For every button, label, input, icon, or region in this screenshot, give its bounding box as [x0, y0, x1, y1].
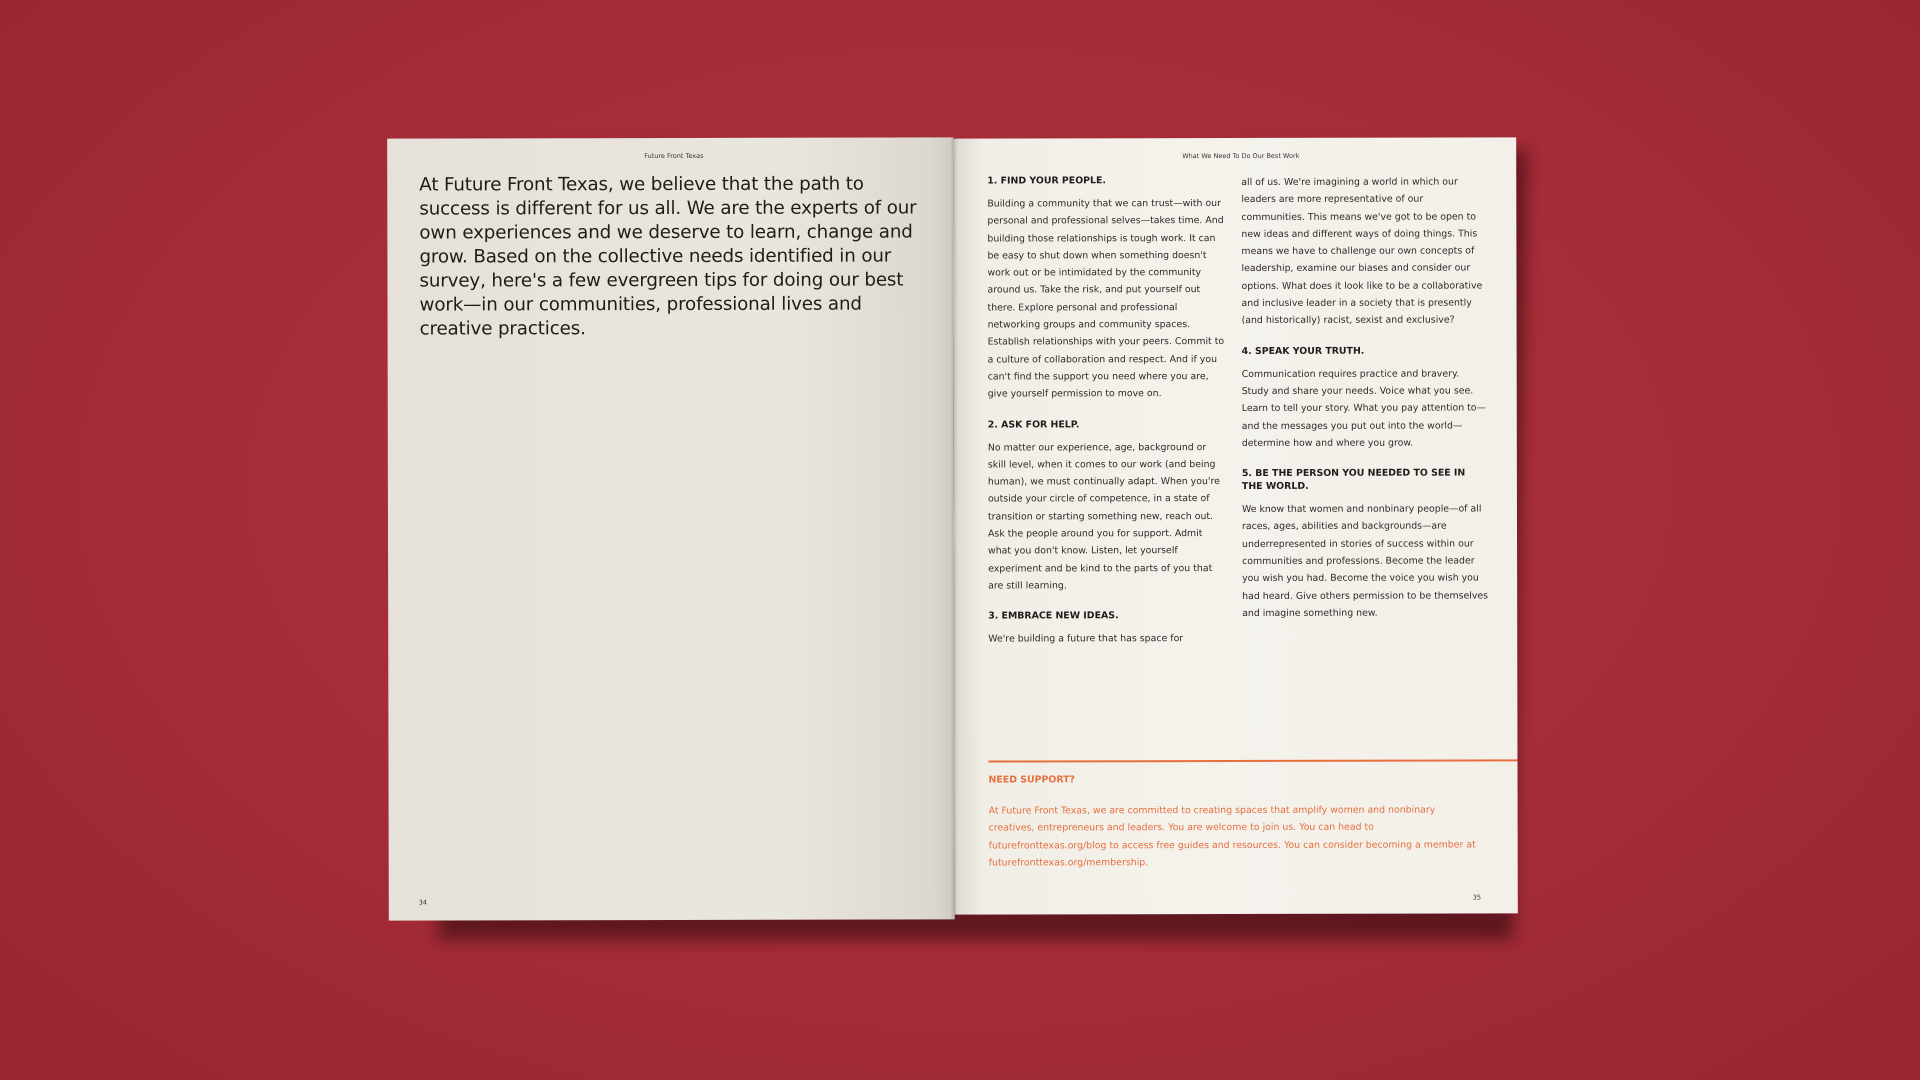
tip-heading: 3. EMBRACE NEW IDEAS. — [988, 610, 1119, 622]
accent-divider — [988, 759, 1517, 762]
left-page — [387, 137, 955, 920]
tip-heading: 2. ASK FOR HELP. — [987, 418, 1080, 431]
tip-body: Building a community that we can trust—with our personal and professional selves—takes time. And building those relationships is tough work. It can be easy to shut down when something doesn't work out or be intimidated by the community around us. Take the risk, and put yourself out there. Explore personal and professional networking groups and community spaces. Establish relationships with your peers. Commit to a culture of collaboration and respect. And if you can't find the support you need where you are, give yourself permission to move on. — [987, 198, 1225, 400]
tip-body: No matter our experience, age, background or skill level, when it comes to our work (and being human), we must continually adapt. When you're outside your circle of competence, in a state of transition or starting something new, reach out. Ask the people around you for support. Admit what you don't know. Listen, let yourself experiment and be kind to the parts of you that are still learning. — [987, 441, 1220, 592]
support-body: At Future Front Texas, we are committed to creating spaces that amplify women and nonbinary creatives, entrepreneurs and leaders. You are welcome to join us. You can head to futurefronttexas.org/blog to access free guides and resources. You can consider becoming a member at futurefronttexas.org/membership. — [988, 804, 1476, 869]
tips-column-left — [987, 174, 1226, 663]
tip-body-continued: all of us. We're imagining a world in which our leaders are more representative of our communities. This means we've got to be open to new ideas and different ways of doing things. This means we have to challenge our own concepts of leadership, examine our biases and consider our options. What does it look like to be a collaborative and inclusive leader in a society that is presently (and historically) racist, sexist and exclusive? — [1241, 176, 1483, 327]
tips-column-right — [1241, 173, 1488, 637]
left-running-head: Future Front Texas — [644, 151, 704, 161]
tip-heading: 5. BE THE PERSON YOU NEEDED TO SEE IN THE WORLD. — [1241, 467, 1466, 493]
support-heading: NEED SUPPORT? — [988, 774, 1075, 786]
right-page — [953, 137, 1518, 914]
spine-crease — [950, 138, 958, 920]
left-page-number: 34 — [418, 898, 428, 907]
tip-heading: 1. FIND YOUR PEOPLE. — [987, 175, 1107, 187]
right-running-head: What We Need To Do Our Best Work — [1182, 151, 1300, 161]
tip-body: We're building a future that has space for — [988, 633, 1184, 645]
tip-body: Communication requires practice and bravery. Study and share your needs. Voice what you see. Learn to tell your story. What you pay attention to—and the messages you put out into the world—determine how and where you grow. — [1241, 368, 1486, 449]
right-page-number: 35 — [1472, 893, 1482, 902]
tip-heading: 4. SPEAK YOUR TRUTH. — [1241, 345, 1365, 357]
intro-paragraph: At Future Front Texas, we believe that the path to success is different for us all. We are the experts of our own experiences and we deserve to learn, change and grow. Based on the collective needs identified in our survey, here's a few evergreen tips for doing our best work—in our communities, professional lives and creative practices. — [419, 173, 917, 340]
tip-body: We know that women and nonbinary people—of all races, ages, abilities and backgrounds—are underrepresented in stories of success within our communities and professions. Become the leader you wish you had. Become the voice you wish you had heard. Give others permission to be themselves and imagine something new. — [1241, 503, 1489, 619]
